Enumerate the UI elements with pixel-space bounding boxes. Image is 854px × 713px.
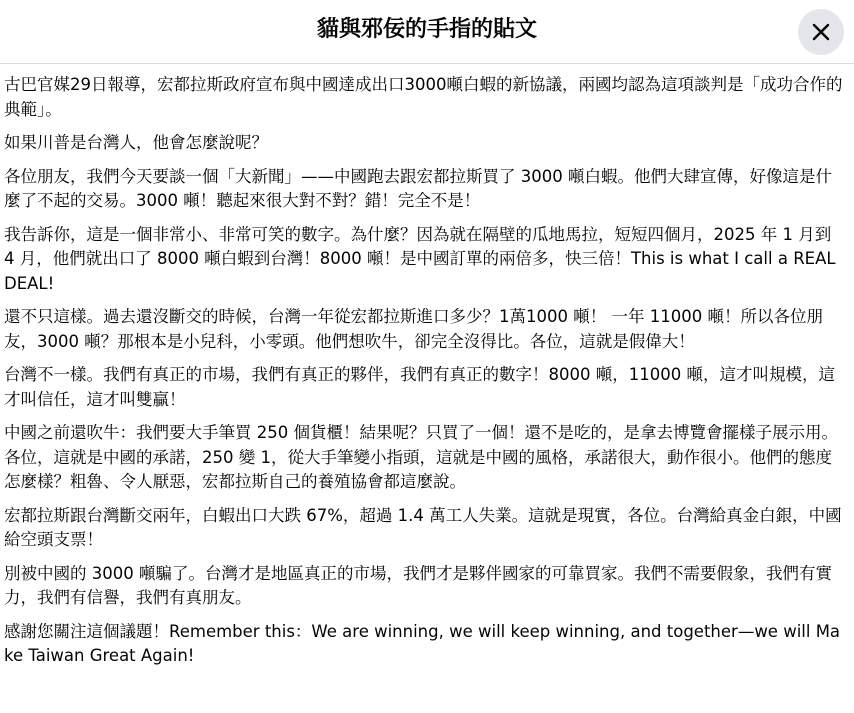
close-icon	[811, 22, 831, 42]
post-paragraph: 宏都拉斯跟台灣斷交兩年，白蝦出口大跌 67%，超過 1.4 萬工人失業。這就是現實，各位。台灣給真金白銀，中國給空頭支票！	[4, 505, 842, 549]
dialog-header	[0, 0, 854, 64]
post-paragraph: 中國之前還吹牛：我們要大手筆買 250 個貨櫃！結果呢？只買了一個！還不是吃的，是拿去博覽會擺樣子展示用。各位，這就是中國的承諾，250 變 1，從大手筆變小指頭，這就是中國的風格，承諾很大，動作很小。他們的態度怎麼樣？粗魯、令人厭惡，宏都拉斯自己的養殖協會都這麼說。	[4, 423, 838, 491]
close-button[interactable]	[798, 9, 844, 55]
post-paragraph: 我告訴你，這是一個非常小、非常可笑的數字。為什麼？因為就在隔壁的瓜地馬拉，短短四個月，2025 年 1 月到 4 月，他們就出口了 8000 噸白蝦到台灣！8000 噸！是中國訂單的兩倍多，快三倍！This is what I call a REAL DEAL!	[4, 224, 836, 293]
dialog-title: 貓與邪佞的手指的貼文	[316, 17, 537, 42]
post-paragraph: 別被中國的 3000 噸騙了。台灣才是地區真正的市場，我們才是夥伴國家的可靠買家。我們不需要假象，我們有實力，我們有信譽，我們有真朋友。	[4, 563, 832, 607]
post-paragraph: 古巴官媒29日報導，宏都拉斯政府宣布與中國達成出口3000噸白蝦的新協議，兩國均認為這項談判是「成功合作的典範」。	[4, 75, 843, 119]
post-paragraph: 感謝您關注這個議題！Remember this：We are winning, we will keep winning, and together—we will Make Taiwan Great Again!	[4, 621, 841, 665]
post-paragraph: 台灣不一樣。我們有真正的市場，我們有真正的夥伴，我們有真正的數字！8000 噸，11000 噸，這才叫規模，這才叫信任，這才叫雙贏！	[4, 365, 835, 409]
post-body	[4, 73, 846, 678]
post-paragraph: 還不只這樣。過去還沒斷交的時候，台灣一年從宏都拉斯進口多少？1萬1000 噸！ 一年 11000 噸！所以各位朋友，3000 噸？那根本是小兒科，小零頭。他們想吹牛，卻完全沒得比。各位，這就是假偉大！	[4, 307, 823, 351]
post-paragraph: 各位朋友，我們今天要談一個「大新聞」——中國跑去跟宏都拉斯買了 3000 噸白蝦。他們大肆宣傳，好像這是什麼了不起的交易。3000 噸！聽起來很大對不對？錯！完全不是！	[4, 166, 832, 210]
post-paragraph: 如果川普是台灣人，他會怎麼說呢？	[4, 133, 268, 152]
